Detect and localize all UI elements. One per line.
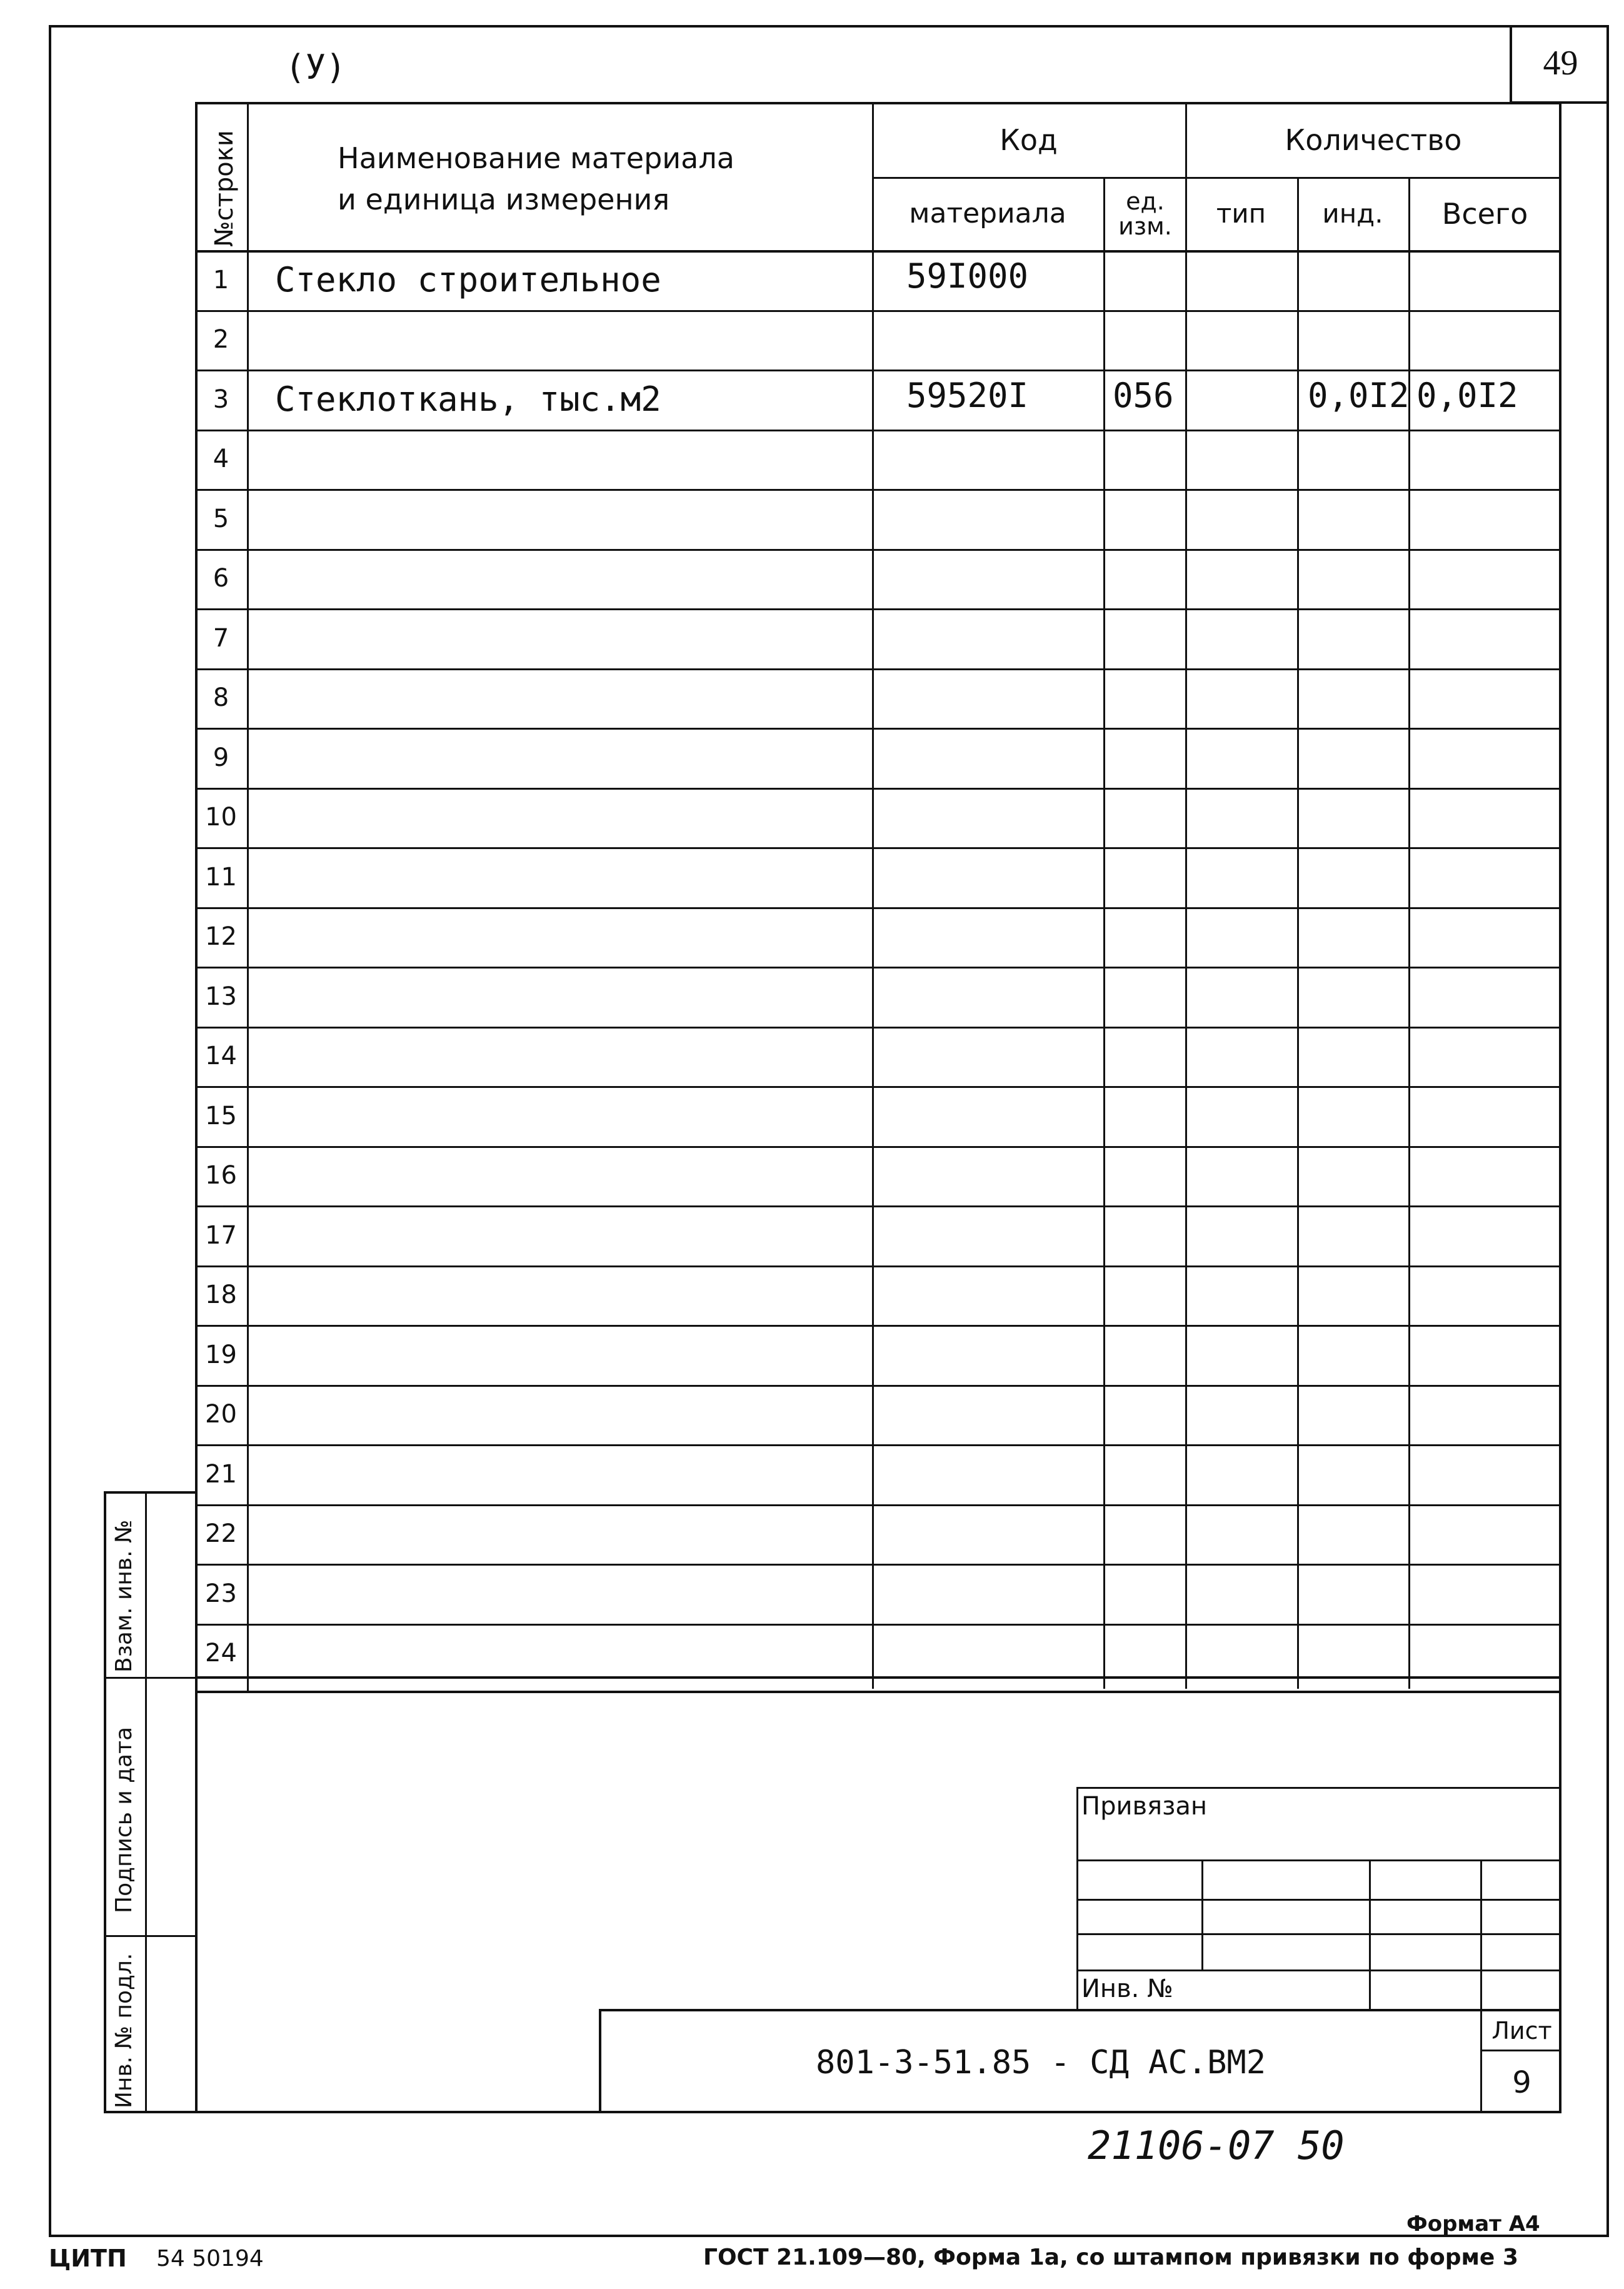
table-cell-ind [1299,1267,1408,1324]
table-cell-total [1410,1147,1561,1205]
header-unit: ед. изм. [1118,187,1172,240]
table-cell-ind: 0,0I2 [1308,376,1410,415]
table-cell-code [874,610,1103,667]
binding-vline-3 [1480,1859,1482,2009]
table-cell-type [1187,1207,1297,1264]
footer-code: 54 50194 [156,2246,264,2271]
table-cell-total [1410,1267,1561,1324]
table-cell-ind [1299,490,1408,548]
row-number: 5 [213,504,229,533]
table-cell-code [874,311,1103,369]
table-cell-unit [1105,670,1185,727]
table-cell-name [249,1565,872,1622]
row-number: 14 [205,1042,237,1071]
side-stamp-line-2 [104,1935,195,1937]
table-cell-ind [1299,1028,1408,1085]
table-cell-ind [1299,1207,1408,1264]
binding-label: Привязан [1081,1792,1208,1821]
row-number: 6 [213,564,229,593]
row-number: 24 [205,1639,237,1668]
row-number: 1 [213,265,229,294]
table-cell-type [1187,1267,1297,1324]
table-cell-type [1187,550,1297,608]
table-cell-unit [1105,1087,1185,1145]
table-cell-unit [1105,1147,1185,1205]
table-cell-name [249,1386,872,1444]
table-cell-code [874,1506,1103,1563]
table-cell-total [1410,1028,1561,1085]
table-cell-unit [1105,1207,1185,1264]
table-cell-name [249,431,872,488]
table-cell-code [874,1326,1103,1384]
table-cell-type [1187,1625,1297,1683]
table-cell-ind [1299,1446,1408,1503]
table-cell-type [1187,1506,1297,1563]
handwritten-code: 21106-07 50 [1088,2123,1345,2168]
table-cell-name [249,729,872,787]
table-cell-type [1187,1326,1297,1384]
table-cell-name [249,490,872,548]
table-cell-total [1410,1207,1561,1264]
table-cell-name: Стекло строительное [275,260,661,300]
table-cell-name [249,610,872,667]
row-number: 19 [205,1340,237,1369]
binding-inv-label: Инв. № [1081,1975,1173,2003]
row-number: 22 [205,1519,237,1549]
table-cell-unit [1105,251,1185,309]
side-stamp-line-1 [104,1677,195,1679]
table-cell-type [1187,431,1297,488]
table-cell-name [249,1326,872,1384]
table-cell-ind [1299,1087,1408,1145]
table-cell-total [1410,789,1561,847]
table-cell-name [249,311,872,369]
header-quantity: Количество [1285,123,1462,157]
table-cell-code [874,1028,1103,1085]
sheet-label: Лист [1491,2016,1552,2045]
table-cell-type [1187,371,1297,428]
row-number: 16 [205,1161,237,1190]
table-cell-unit [1105,789,1185,847]
table-cell-unit [1105,848,1185,906]
table-cell-total [1410,848,1561,906]
header-type: тип [1216,198,1266,229]
table-cell-name [249,1147,872,1205]
table-cell-code [874,1386,1103,1444]
row-number: 4 [213,445,229,474]
table-cell-unit [1105,1506,1185,1563]
table-cell-name [249,1028,872,1085]
header-ind: инд. [1322,198,1383,229]
table-cell-total [1410,311,1561,369]
table-cell-name [249,1446,872,1503]
row-number: 18 [205,1280,237,1310]
table-cell-ind [1299,848,1408,906]
header-total: Всего [1441,196,1528,231]
table-cell-name [249,848,872,906]
row-number: 9 [213,743,229,772]
row-number: 20 [205,1400,237,1429]
table-cell-code [874,848,1103,906]
binding-line-3 [1076,1933,1561,1935]
header-row-number: №строки [210,130,239,247]
row-number: 7 [213,623,229,653]
table-cell-total [1410,1565,1561,1622]
sheet-value: 9 [1512,2065,1531,2100]
table-cell-unit [1105,1326,1185,1384]
table-cell-unit [1105,968,1185,1025]
header-code: Код [1000,123,1058,157]
table-cell-ind [1299,968,1408,1025]
row-number: 12 [205,922,237,952]
binding-line-1 [1076,1859,1561,1861]
table-cell-ind [1299,1326,1408,1384]
table-cell-code: 59I000 [906,256,1029,296]
table-cell-total [1410,670,1561,727]
table-cell-ind [1299,1386,1408,1444]
table-cell-code [874,1267,1103,1324]
table-cell-total [1410,1087,1561,1145]
table-cell-type [1187,789,1297,847]
binding-line-4 [1076,1970,1561,1971]
table-cell-ind [1299,1565,1408,1622]
binding-vline-2 [1369,1859,1371,2009]
table-cell-code [874,490,1103,548]
table-cell-code [874,1625,1103,1683]
header-material: материала [909,198,1066,229]
table-cell-total [1410,1506,1561,1563]
table-cell-ind [1299,550,1408,608]
table-cell-type [1187,848,1297,906]
table-cell-type [1187,1087,1297,1145]
table-cell-ind [1299,908,1408,966]
table-cell-type [1187,1565,1297,1622]
table-cell-total [1410,251,1561,309]
table-cell-name [249,1207,872,1264]
table-cell-code [874,729,1103,787]
table-cell-code [874,1446,1103,1503]
table-cell-name [249,908,872,966]
table-cell-total [1410,1326,1561,1384]
table-cell-name [249,1087,872,1145]
table-cell-unit [1105,1028,1185,1085]
table-cell-total [1410,1625,1561,1683]
table-cell-code: 59520I [906,376,1029,415]
table-cell-unit [1105,1625,1185,1683]
row-number: 8 [213,683,229,713]
table-cell-name [249,789,872,847]
table-cell-code [874,968,1103,1025]
table-cell-ind [1299,251,1408,309]
row-number: 11 [205,862,237,892]
table-cell-ind [1299,1506,1408,1563]
row-number: 21 [205,1459,237,1489]
table-cell-total [1410,1446,1561,1503]
table-cell-total [1410,1386,1561,1444]
row-number: 17 [205,1220,237,1250]
table-cell-code [874,1087,1103,1145]
table-cell-code [874,789,1103,847]
table-cell-name [249,670,872,727]
row-number: 3 [213,385,229,414]
table-cell-code [874,908,1103,966]
table-cell-name [249,1267,872,1324]
table-cell-unit [1105,1267,1185,1324]
table-cell-total [1410,490,1561,548]
table-cell-unit [1105,431,1185,488]
table-cell-ind [1299,789,1408,847]
table-cell-type [1187,1028,1297,1085]
table-cell-unit [1105,311,1185,369]
binding-vline-1 [1201,1859,1203,1970]
table-cell-total [1410,610,1561,667]
table-cell-code [874,431,1103,488]
table-cell-ind [1299,610,1408,667]
footer-org: ЦИТП [49,2245,127,2272]
row-number: 15 [205,1101,237,1130]
table-cell-code [874,1565,1103,1622]
table-cell-unit [1105,490,1185,548]
side-stamp-divider [145,1491,147,2113]
footer-standard: ГОСТ 21.109—80, Форма 1а, со штампом привязки по форме 3 [703,2245,1518,2270]
format-label: Формат А4 [1406,2211,1540,2236]
table-cell-total: 0,0I2 [1416,376,1518,415]
row-number: 13 [205,982,237,1011]
table-cell-ind [1299,311,1408,369]
table-cell-code [874,1147,1103,1205]
row-number: 23 [205,1579,237,1608]
table-cell-total [1410,431,1561,488]
table-cell-ind [1299,729,1408,787]
table-cell-unit [1105,729,1185,787]
table-cell-unit [1105,550,1185,608]
table-cell-ind [1299,1147,1408,1205]
side-label-inv-podl: Инв. № подл. [111,1953,137,2108]
table-cell-type [1187,490,1297,548]
table-cell-name [249,1625,872,1683]
table-cell-name [249,968,872,1025]
table-cell-ind [1299,431,1408,488]
table-cell-unit: 056 [1113,376,1174,415]
header-name [338,138,738,220]
table-cell-total [1410,550,1561,608]
sheet-number: 49 [1543,44,1578,83]
table-cell-code [874,550,1103,608]
table-cell-type [1187,670,1297,727]
table-cell-type [1187,1446,1297,1503]
table-cell-unit [1105,1386,1185,1444]
table-cell-code [874,1207,1103,1264]
table-cell-name: Стеклоткань, тыс.м2 [275,380,661,420]
side-label-vzam: Взам. инв. № [111,1519,137,1673]
table-cell-type [1187,908,1297,966]
table-cell-type [1187,729,1297,787]
table-cell-total [1410,968,1561,1025]
table-cell-total [1410,908,1561,966]
table-cell-type [1187,251,1297,309]
side-label-podpis: Подпись и дата [111,1726,137,1913]
table-cell-type [1187,968,1297,1025]
table-cell-type [1187,1386,1297,1444]
table-cell-total [1410,729,1561,787]
row-number: 10 [205,803,237,832]
header-name-text: Наименование материала и единица измерения [338,141,734,216]
table-cell-name [249,1506,872,1563]
table-cell-unit [1105,1565,1185,1622]
table-cell-name [249,550,872,608]
table-cell-ind [1299,1625,1408,1683]
table-cell-unit [1105,908,1185,966]
table-cell-unit [1105,1446,1185,1503]
table-cell-code [874,670,1103,727]
table-cell-type [1187,610,1297,667]
row-number: 2 [213,325,229,355]
table-cell-unit [1105,610,1185,667]
table-cell-type [1187,1147,1297,1205]
document-mark: (У) [285,48,346,87]
document-designation: 801-3-51.85 - СД АС.ВМ2 [815,2043,1266,2081]
table-cell-ind [1299,670,1408,727]
binding-line-2 [1076,1899,1561,1901]
table-cell-type [1187,311,1297,369]
